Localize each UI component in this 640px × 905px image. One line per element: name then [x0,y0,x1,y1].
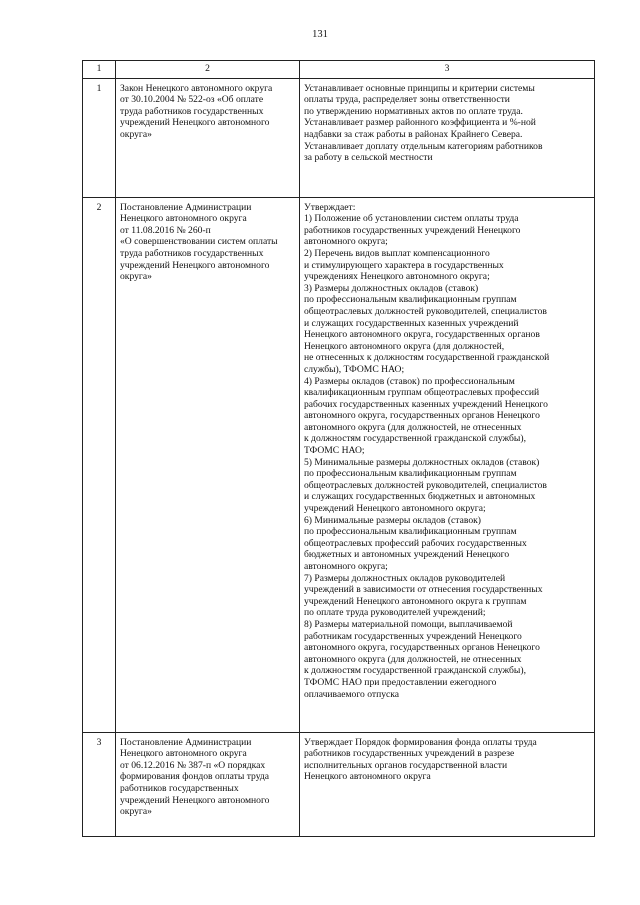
text-line: исполнительных органов государственной власти [304,759,508,771]
text-line: 2) Перечень видов выплат компенсационного [304,247,490,259]
text-line: общеотраслевых должностей руководителей, специалистов [304,479,547,491]
text-line: округа» [120,806,152,818]
text-line: автономного округа; [304,236,388,248]
text-line: Утверждает: [304,201,356,213]
text-line: округа» [120,128,152,140]
text-line: Ненецкого автономного округа, государственных органов [304,329,540,341]
text-line: Ненецкого автономного округа [120,748,247,760]
text-line: автономного округа, государственных органов Ненецкого [304,642,540,654]
text-line: службы), ТФОМС НАО; [304,363,405,375]
text-line: рабочих государственных казенных учреждений Ненецкого [304,398,548,410]
text-line: Ненецкого автономного округа [120,213,247,225]
text-line: по профессиональным квалификационным группам [304,468,517,480]
act-title-cell [116,197,300,732]
text-line: 4) Размеры окладов (ставок) по профессиональным [304,375,515,387]
text-line: надбавки за стаж работы в районах Крайнего Севера. [304,128,523,140]
text-line: работникам государственных учреждений Ненецкого [304,630,522,642]
table-row [83,78,595,197]
page-number: 131 [312,29,328,40]
text-line: автономного округа (для должностей, не отнесенных [304,653,522,665]
text-line: учреждений Ненецкого автономного [120,259,270,271]
text-line: по утверждению нормативных актов по оплате труда. [304,105,523,117]
column-header-act: 2 [116,61,300,79]
text-line: автономного округа (для должностей, не отнесенных [304,421,522,433]
text-line: автономного округа; [304,561,388,572]
text-line: автономного округа, государственных органов Ненецкого [304,410,540,422]
text-line: к должностям государственной гражданской службы), [304,433,526,445]
text-line: бюджетных и автономных учреждений Ненецкого [304,549,510,561]
row-number: 3 [83,732,116,836]
text-line: Закон Ненецкого автономного округа [120,82,273,94]
text-line: к должностям государственной гражданской службы), [304,665,526,677]
text-line: общеотраслевых профессий рабочих государственных [304,537,527,549]
text-line: от 11.08.2016 № 260-п [120,224,211,236]
text-line: округа» [120,271,152,283]
text-line: и стимулирующего характера в государственных [304,259,504,271]
text-line: квалификационным группам общеотраслевых профессий [304,387,540,399]
act-title-cell [116,732,300,836]
text-line: 1) Положение об установлении систем оплаты труда [304,213,519,225]
text-line: Устанавливает размер районного коэффициента и %-ной [304,117,536,129]
text-line: «О совершенствовании систем оплаты [120,236,278,248]
text-line: 5) Минимальные размеры должностных окладов (ставок) [304,456,540,468]
text-line: от 30.10.2004 № 522-оз «Об оплате [120,94,264,106]
act-content-cell [300,197,595,732]
text-line: не отнесенных к должностям государственной гражданской [304,352,550,364]
text-line: за работу в сельской местности [304,152,433,164]
text-line: учреждений Ненецкого автономного [120,794,270,806]
table-row [83,197,595,732]
text-line: от 06.12.2016 № 387-п «О порядках [120,759,266,771]
text-line: учреждений Ненецкого автономного округа к группам [304,595,527,607]
text-line: по профессиональным квалификационным группам [304,294,517,306]
text-line: 7) Размеры должностных окладов руководителей [304,572,506,584]
table-row [83,732,595,836]
text-line: 8) Размеры материальной помощи, выплачиваемой [304,618,513,630]
row-number: 2 [83,197,116,732]
text-line: общеотраслевых должностей руководителей, специалистов [304,305,547,317]
text-line: труда работников государственных [120,105,264,117]
text-line: работников государственных учреждений Ненецкого [304,224,521,236]
text-line: работников государственных [120,782,239,794]
text-line: Устанавливает основные принципы и критерии системы [304,82,535,94]
text-line: 6) Минимальные размеры окладов (ставок) [304,514,481,526]
text-line: Утверждает Порядок формирования фонда оплаты труда [304,736,537,748]
legal-acts-table [82,60,595,837]
text-line: учреждениях Ненецкого автономного округа; [304,271,490,283]
text-line: учреждений Ненецкого автономного [120,117,270,129]
text-line: и служащих государственных казенных учреждений [304,317,519,329]
text-line: формирования фондов оплаты труда [120,771,270,783]
column-header-content: 3 [300,61,595,79]
text-line: ТФОМС НАО при предоставлении ежегодного [304,676,497,688]
text-line: по профессиональным квалификационным группам [304,526,517,538]
act-content-cell [300,732,595,836]
table-header-row [83,61,595,79]
text-line: Ненецкого автономного округа [304,771,431,783]
text-line: по оплате труда руководителей учреждений; [304,607,486,619]
text-line: работников государственных учреждений в разрезе [304,748,515,760]
text-line: Ненецкого автономного округа (для должностей, [304,340,505,352]
text-line: Устанавливает доплату отдельным категориям работников [304,140,543,152]
act-content-cell [300,78,595,197]
text-line: оплачиваемого отпуска [304,688,400,700]
text-line: оплаты труда, распределяет зоны ответственности [304,94,510,106]
text-line: ТФОМС НАО; [304,445,365,457]
text-line: и служащих государственных бюджетных и автономных [304,491,536,503]
text-line: труда работников государственных [120,247,264,259]
row-number: 1 [83,78,116,197]
column-header-number: 1 [83,61,116,79]
text-line: учреждений в зависимости от отнесения государственных [304,584,543,596]
text-line: Постановление Администрации [120,201,252,213]
text-line: 3) Размеры должностных окладов (ставок) [304,282,479,294]
act-title-cell [116,78,300,197]
text-line: Постановление Администрации [120,736,252,748]
text-line: учреждений Ненецкого автономного округа; [304,503,486,515]
